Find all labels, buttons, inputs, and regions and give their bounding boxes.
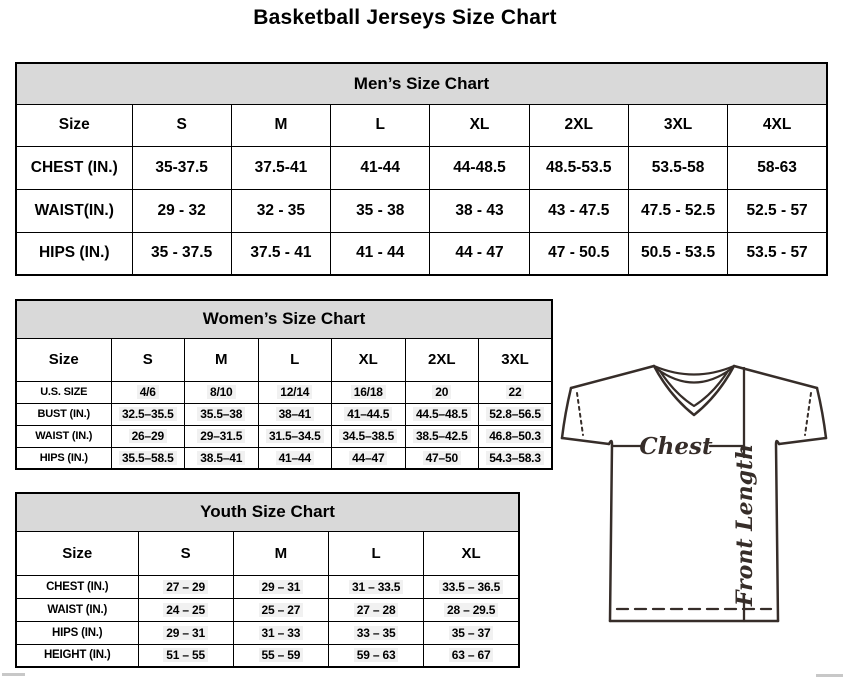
size-value: 26–29	[129, 429, 167, 443]
womens-chart-title: Women’s Size Chart	[16, 300, 552, 338]
size-value-cell	[111, 447, 185, 469]
size-value: 25 – 27	[259, 603, 304, 617]
size-value-cell	[138, 598, 233, 621]
size-value-cell: 58-63	[728, 146, 827, 189]
size-value-cell	[424, 598, 519, 621]
size-value: 31 – 33.5	[349, 580, 403, 594]
youth-size-table	[15, 492, 520, 668]
size-value-cell: 44 - 47	[430, 232, 529, 275]
size-value: 38.5–42.5	[413, 429, 471, 443]
column-header: 2XL	[405, 338, 479, 381]
column-header: 4XL	[728, 104, 827, 146]
row-label: WAIST(IN.)	[16, 189, 132, 232]
column-header: M	[185, 338, 259, 381]
size-value-cell	[233, 598, 328, 621]
size-value-cell: 29 - 32	[132, 189, 231, 232]
table-row	[16, 146, 827, 189]
row-label: WAIST (IN.)	[16, 598, 138, 621]
page-title: Basketball Jerseys Size Chart	[253, 6, 557, 29]
size-value: 29–31.5	[197, 429, 245, 443]
size-value-cell	[138, 575, 233, 598]
size-value-cell	[405, 403, 479, 425]
table-row	[16, 403, 552, 425]
size-value: 38–41	[276, 407, 314, 421]
size-value-cell	[258, 425, 332, 447]
size-value-cell	[332, 381, 406, 403]
size-value: 35 – 37	[449, 626, 494, 640]
table-title-row	[16, 493, 519, 531]
size-value-cell	[258, 403, 332, 425]
size-value-cell	[258, 447, 332, 469]
size-value-cell	[405, 447, 479, 469]
size-value-cell	[332, 403, 406, 425]
column-header: 3XL	[628, 104, 727, 146]
chest-measure-label: Chest	[639, 433, 713, 460]
column-header: XL	[332, 338, 406, 381]
size-value: 52.8–56.5	[486, 407, 544, 421]
size-value-cell	[258, 381, 332, 403]
size-value: 29 – 31	[259, 580, 304, 594]
size-value: 46.8–50.3	[486, 429, 544, 443]
column-header: M	[231, 104, 330, 146]
size-value: 41–44	[276, 451, 314, 465]
table-row	[16, 232, 827, 275]
front-length-measure-label: Front Length	[732, 443, 758, 607]
size-value-cell	[329, 575, 424, 598]
size-value-cell	[479, 447, 553, 469]
size-value-cell	[405, 425, 479, 447]
size-value: 16/18	[351, 385, 386, 399]
column-header: S	[138, 531, 233, 575]
column-header: M	[233, 531, 328, 575]
table-row	[16, 447, 552, 469]
size-value-cell: 35-37.5	[132, 146, 231, 189]
table-header-row	[16, 531, 519, 575]
size-value: 54.3–58.3	[486, 451, 544, 465]
column-header: 2XL	[529, 104, 628, 146]
youth-chart-title: Youth Size Chart	[16, 493, 519, 531]
size-value: 41–44.5	[344, 407, 392, 421]
size-value-cell: 47 - 50.5	[529, 232, 628, 275]
row-label: CHEST (IN.)	[16, 575, 138, 598]
size-value: 29 – 31	[163, 626, 208, 640]
size-value-cell	[424, 644, 519, 667]
size-value: 34.5–38.5	[339, 429, 397, 443]
size-value-cell: 35 - 37.5	[132, 232, 231, 275]
size-value-cell: 47.5 - 52.5	[628, 189, 727, 232]
size-value-cell: 44-48.5	[430, 146, 529, 189]
size-value-cell	[479, 381, 553, 403]
column-header: S	[132, 104, 231, 146]
table-title-row	[16, 300, 552, 338]
size-value-cell: 41 - 44	[331, 232, 430, 275]
row-label: BUST (IN.)	[16, 403, 111, 425]
size-value-cell: 38 - 43	[430, 189, 529, 232]
size-header-cell: Size	[16, 338, 111, 381]
size-value-cell	[479, 425, 553, 447]
table-title-row	[16, 63, 827, 104]
size-value: 27 – 29	[163, 580, 208, 594]
row-label: HIPS (IN.)	[16, 447, 111, 469]
size-value: 44–47	[349, 451, 387, 465]
size-value: 28 – 29.5	[444, 603, 498, 617]
table-row	[16, 189, 827, 232]
scrollbar-fragment-left[interactable]	[2, 673, 25, 676]
column-header: XL	[430, 104, 529, 146]
size-value: 38.5–41	[197, 451, 245, 465]
size-value-cell: 50.5 - 53.5	[628, 232, 727, 275]
table-row	[16, 381, 552, 403]
size-value-cell	[233, 621, 328, 644]
size-value: 35.5–38	[197, 407, 245, 421]
column-header: XL	[424, 531, 519, 575]
size-value-cell: 37.5 - 41	[231, 232, 330, 275]
size-value: 51 – 55	[163, 648, 208, 662]
size-value-cell	[138, 644, 233, 667]
size-value-cell	[111, 425, 185, 447]
mens-chart-title: Men’s Size Chart	[16, 63, 827, 104]
size-value-cell	[332, 425, 406, 447]
size-value: 47–50	[423, 451, 461, 465]
table-row	[16, 575, 519, 598]
size-value-cell: 43 - 47.5	[529, 189, 628, 232]
size-header-cell: Size	[16, 104, 132, 146]
size-value-cell	[424, 621, 519, 644]
size-value-cell	[111, 381, 185, 403]
size-header-cell: Size	[16, 531, 138, 575]
table-row	[16, 621, 519, 644]
size-value-cell: 48.5-53.5	[529, 146, 628, 189]
size-value: 59 – 63	[354, 648, 399, 662]
size-value: 8/10	[207, 385, 236, 399]
mens-size-table	[15, 62, 828, 276]
womens-size-table	[15, 299, 553, 470]
table-row	[16, 644, 519, 667]
size-value-cell	[111, 403, 185, 425]
size-value-cell: 37.5-41	[231, 146, 330, 189]
size-value: 32.5–35.5	[119, 407, 177, 421]
size-value: 63 – 67	[449, 648, 494, 662]
size-value-cell	[329, 621, 424, 644]
row-label: HIPS (IN.)	[16, 621, 138, 644]
size-value-cell: 35 - 38	[331, 189, 430, 232]
column-header: L	[331, 104, 430, 146]
size-value: 33.5 – 36.5	[439, 580, 503, 594]
column-header: 3XL	[479, 338, 553, 381]
size-value: 12/14	[277, 385, 312, 399]
size-value-cell: 52.5 - 57	[728, 189, 827, 232]
size-value-cell	[329, 644, 424, 667]
size-value-cell	[233, 575, 328, 598]
size-value-cell: 53.5 - 57	[728, 232, 827, 275]
column-header: S	[111, 338, 185, 381]
table-row	[16, 425, 552, 447]
jersey-diagram-icon	[558, 358, 843, 670]
size-value-cell	[479, 403, 553, 425]
size-value-cell: 32 - 35	[231, 189, 330, 232]
size-value-cell	[185, 447, 259, 469]
row-label: WAIST (IN.)	[16, 425, 111, 447]
size-value-cell	[329, 598, 424, 621]
size-value: 31.5–34.5	[266, 429, 324, 443]
size-value: 27 – 28	[354, 603, 399, 617]
size-value: 4/6	[137, 385, 159, 399]
table-header-row	[16, 338, 552, 381]
row-label: CHEST (IN.)	[16, 146, 132, 189]
size-value-cell	[424, 575, 519, 598]
table-header-row	[16, 104, 827, 146]
row-label: HEIGHT (IN.)	[16, 644, 138, 667]
size-value: 20	[432, 385, 451, 399]
size-value-cell	[138, 621, 233, 644]
size-value-cell	[233, 644, 328, 667]
size-value: 33 – 35	[354, 626, 399, 640]
size-value-cell	[332, 447, 406, 469]
size-value: 44.5–48.5	[413, 407, 471, 421]
size-value-cell	[185, 403, 259, 425]
size-value: 22	[506, 385, 525, 399]
column-header: L	[258, 338, 332, 381]
size-value-cell	[185, 425, 259, 447]
size-value: 55 – 59	[259, 648, 304, 662]
column-header: L	[329, 531, 424, 575]
size-value-cell	[185, 381, 259, 403]
scrollbar-fragment-right[interactable]	[816, 674, 843, 677]
size-value: 31 – 33	[259, 626, 304, 640]
size-value-cell	[405, 381, 479, 403]
jersey-measurement-diagram	[558, 358, 843, 670]
size-value: 35.5–58.5	[119, 451, 177, 465]
table-row	[16, 598, 519, 621]
row-label: HIPS (IN.)	[16, 232, 132, 275]
size-value-cell: 41-44	[331, 146, 430, 189]
size-value: 24 – 25	[163, 603, 208, 617]
row-label: U.S. SIZE	[16, 381, 111, 403]
size-value-cell: 53.5-58	[628, 146, 727, 189]
